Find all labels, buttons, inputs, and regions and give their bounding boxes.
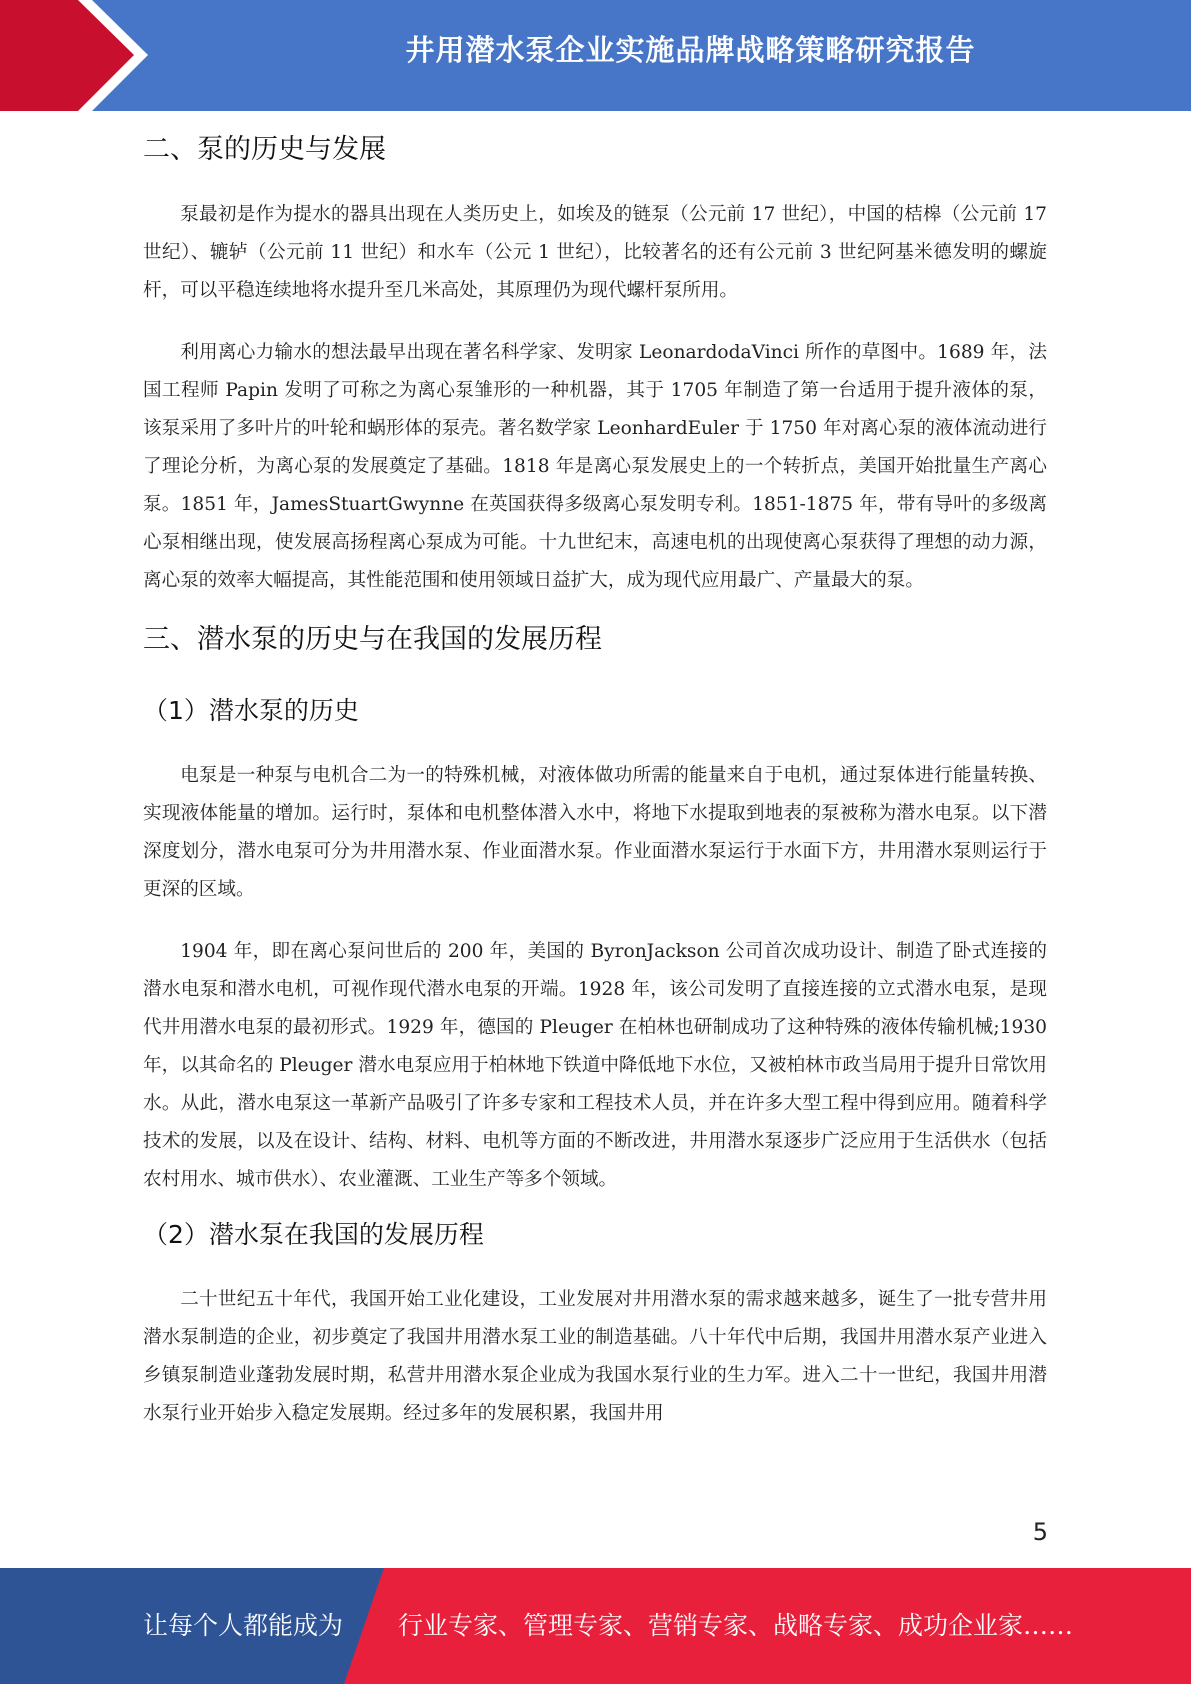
page-header xyxy=(0,0,1191,111)
footer-slogan-right: 行业专家、管理专家、营销专家、战略专家、成功企业家…… xyxy=(398,1611,1074,1640)
page-footer xyxy=(0,1568,1191,1684)
paragraph: 二十世纪五十年代，我国开始工业化建设，工业发展对井用潜水泵的需求越来越多，诞生了一批专营井用潜水泵制造的企业，初步奠定了我国井用潜水泵工业的制造基础。八十年代中后期，我国井用潜水泵产业进入乡镇泵制造业蓬勃发展时期，私营井用潜水泵企业成为我国水泵行业的生力军。进入二十一世纪，我国井用潜水泵行业开始步入稳定发展期。经过多年的发展积累，我国井用 xyxy=(143,1289,1047,1424)
paragraph: 电泵是一种泵与电机合二为一的特殊机械，对液体做功所需的能量来自于电机，通过泵体进行能量转换、实现液体能量的增加。运行时，泵体和电机整体潜入水中，将地下水提取到地表的泵被称为潜水电泵。以下潜深度划分，潜水电泵可分为井用潜水泵、作业面潜水泵。作业面潜水泵运行于水面下方，井用潜水泵则运行于更深的区域。 xyxy=(143,765,1047,900)
paragraph: 利用离心力输水的想法最早出现在著名科学家、发明家 LeonardodaVinci 所作的草图中。1689 年，法国工程师 Papin 发明了可称之为离心泵雏形的一种机器，其于 1705 年制造了第一台适用于提升液体的泵，该泵采用了多叶片的叶轮和蜗形体的泵壳。著名数学家 LeonhardEuler 于 1750 年对离心泵的液体流动进行了理论分析，为离心泵的发展奠定了基础。1818 年是离心泵发展史上的一个转折点，美国开始批量生产离心泵。1851 年，JamesStuartGwynne 在英国获得多级离心泵发明专利。1851-1875 年，带有导叶的多级离心泵相继出现，使发展高扬程离心泵成为可能。十九世纪末，高速电机的出现使离心泵获得了理想的动力源，离心泵的效率大幅提高，其性能范围和使用领域日益扩大，成为现代应用最广、产量最大的泵。 xyxy=(143,342,1047,591)
page-number: 5 xyxy=(1032,1518,1048,1546)
footer-slogan-left: 让每个人都能成为 xyxy=(143,1611,344,1640)
section-heading: 二、泵的历史与发展 xyxy=(143,134,386,165)
paragraph: 泵最初是作为提水的器具出现在人类历史上，如埃及的链泵（公元前 17 世纪），中国的桔槔（公元前 17 世纪）、辘轳（公元前 11 世纪）和水车（公元 1 世纪），比较著名的还有公元前 3 世纪阿基米德发明的螺旋杆，可以平稳连续地将水提升至几米高处，其原理仍为现代螺杆泵所用。 xyxy=(143,204,1047,301)
header-red-arrow-decoration xyxy=(0,0,150,111)
main-content xyxy=(143,128,1047,1433)
subsection-heading: （1）潜水泵的历史 xyxy=(143,696,359,725)
subsection-heading: （2）潜水泵在我国的发展历程 xyxy=(143,1220,484,1249)
paragraph: 1904 年，即在离心泵问世后的 200 年，美国的 ByronJackson 公司首次成功设计、制造了卧式连接的潜水电泵和潜水电机，可视作现代潜水电泵的开端。1928 年，该公司发明了直接连接的立式潜水电泵，是现代井用潜水电泵的最初形式。1929 年，德国的 Pleuger 在柏林也研制成功了这种特殊的液体传输机械;1930 年，以其命名的 Pleuger 潜水电泵应用于柏林地下铁道中降低地下水位，又被柏林市政当局用于提升日常饮用水。从此，潜水电泵这一革新产品吸引了许多专家和工程技术人员，并在许多大型工程中得到应用。随着科学技术的发展，以及在设计、结构、材料、电机等方面的不断改进，井用潜水泵逐步广泛应用于生活供水（包括农村用水、城市供水）、农业灌溉、工业生产等多个领域。 xyxy=(143,941,1047,1190)
document-title: 井用潜水泵企业实施品牌战略策略研究报告 xyxy=(405,33,976,67)
section-heading: 三、潜水泵的历史与在我国的发展历程 xyxy=(143,624,602,655)
